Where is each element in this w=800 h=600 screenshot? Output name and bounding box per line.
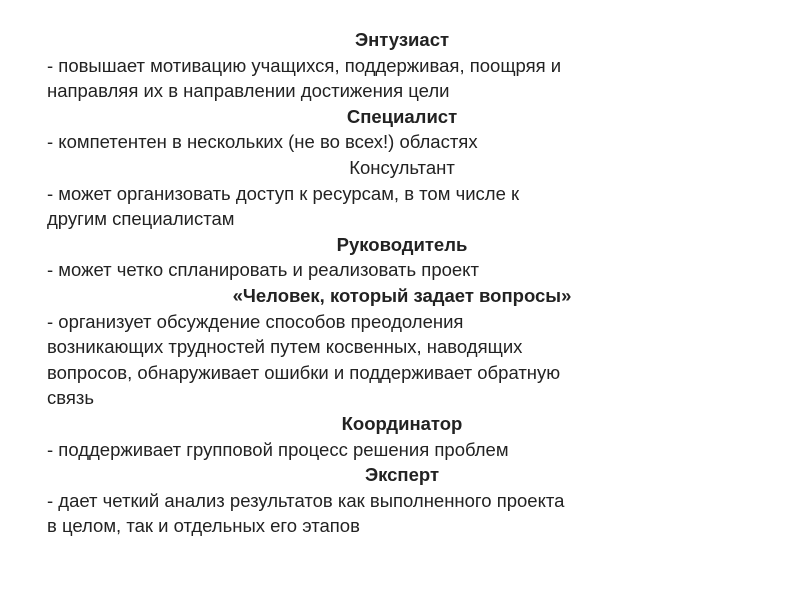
role-description-questioner-line-3: вопросов, обнаруживает ошибки и поддерживает обратную bbox=[47, 361, 561, 383]
role-description-expert-line-1: - дает четкий анализ результатов как выполненного проекта bbox=[47, 489, 565, 511]
role-description-coordinator-line-1: - поддерживает групповой процесс решения проблем bbox=[47, 438, 509, 460]
role-description-consultant-line-2: другим специалистам bbox=[47, 208, 235, 230]
role-description-enthusiast-line-1: - повышает мотивацию учащихся, поддерживая, поощряя и bbox=[47, 54, 562, 76]
role-title-enthusiast: Энтузиаст bbox=[354, 29, 450, 50]
role-description-specialist-line-1: - компетентен в нескольких (не во всех!) областях bbox=[47, 131, 478, 153]
role-description-leader-line-1: - может четко спланировать и реализовать проект bbox=[47, 259, 479, 281]
role-title-leader: Руководитель bbox=[336, 233, 468, 255]
role-description-enthusiast-line-2: направляя их в направлении достижения цели bbox=[47, 80, 450, 102]
role-title-coordinator: Координатор bbox=[341, 412, 463, 434]
role-title-questioner: «Человек, который задает вопросы» bbox=[232, 284, 572, 306]
role-title-consultant: Консультант bbox=[349, 156, 455, 178]
role-title-specialist: Специалист bbox=[346, 105, 458, 127]
role-description-questioner-line-1: - организует обсуждение способов преодоления bbox=[47, 310, 464, 332]
role-description-consultant-line-1: - может организовать доступ к ресурсам, в том числе к bbox=[47, 182, 520, 204]
roles-text-block bbox=[47, 27, 687, 539]
role-description-questioner-line-2: возникающих трудностей путем косвенных, наводящих bbox=[47, 336, 523, 358]
role-description-questioner-line-4: связь bbox=[47, 387, 95, 409]
role-description-expert-line-2: в целом, так и отдельных его этапов bbox=[47, 515, 360, 537]
role-title-expert: Эксперт bbox=[364, 464, 440, 486]
